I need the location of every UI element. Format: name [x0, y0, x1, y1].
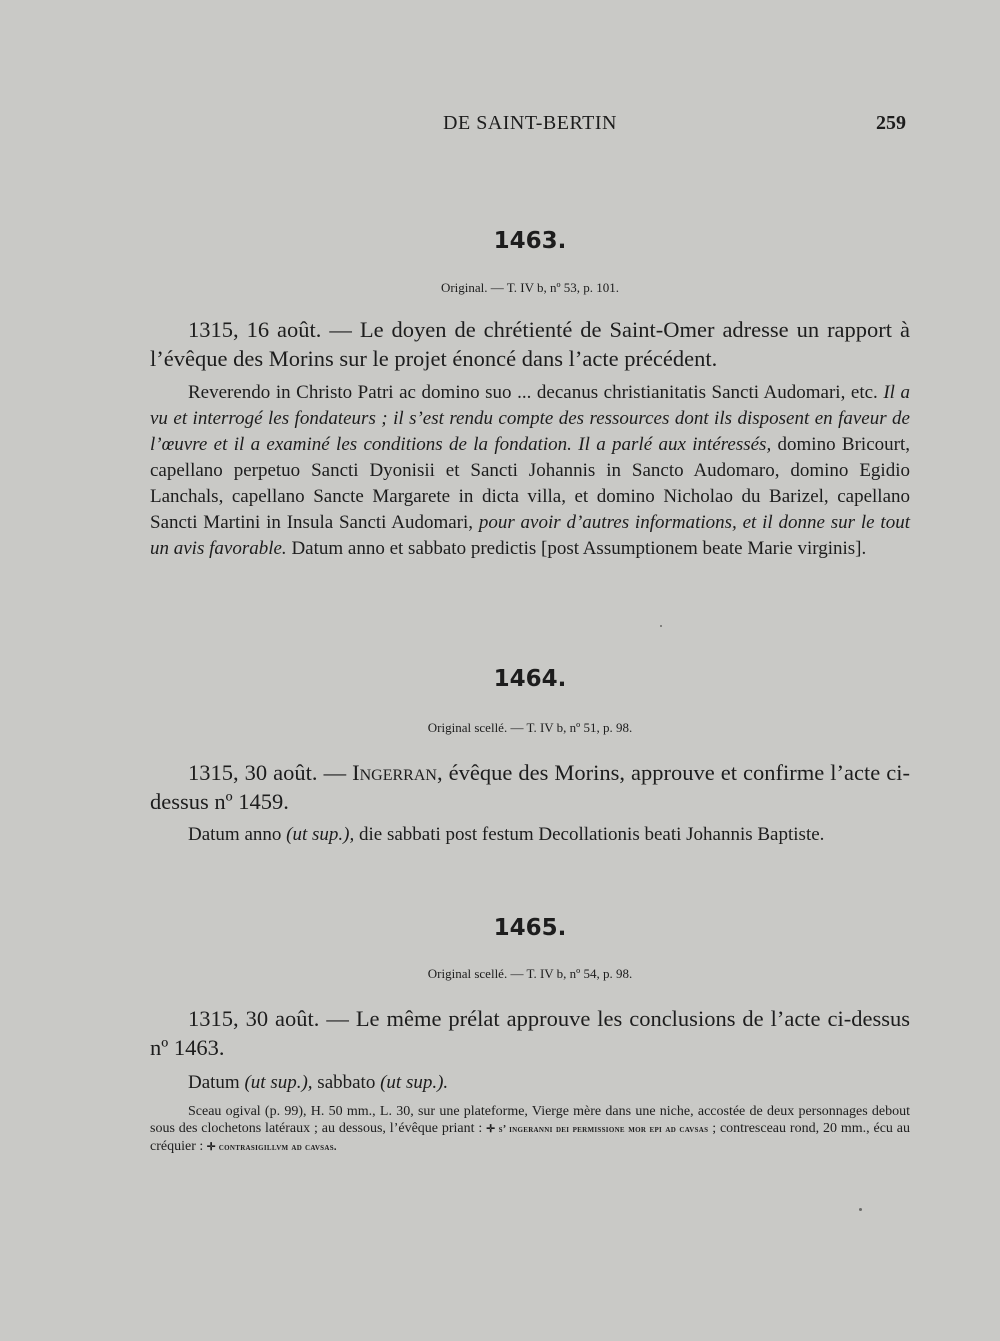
counterseal-legend: ✛ contrasigillvm ad cavsas. — [206, 1142, 337, 1153]
seal-text: ; contresceau rond, 20 mm., écu au créquier : — [150, 1121, 910, 1154]
entry-source: Original scellé. — T. IV b, nº 51, p. 98. — [427, 720, 633, 735]
text-segment: Datum anno — [188, 824, 287, 845]
entry-summary: 1315, 30 août. — Ingerran, évêque des Morins, approuve et confirme l’acte ci-dessus nº 1459. — [150, 760, 910, 814]
entry-text — [150, 1070, 910, 1096]
text-segment: sabbato — [312, 1072, 381, 1093]
text-segment-italic: (ut sup.). — [380, 1072, 449, 1093]
page-number: 259 — [876, 112, 906, 134]
entry-number: 1463. — [493, 228, 567, 254]
seal-text: Sceau ogival (p. 99), H. 50 mm., L. 30, sur une plateforme, Vierge mère dans une niche, accostée de deux personnages debout sous des clochetons latéraux ; au dessous, l’évêque priant : — [150, 1104, 910, 1136]
entry-summary — [150, 315, 910, 373]
entry-summary-text: — Le même prélat approuve les conclusions de l’acte ci-dessus nº 1463. — [150, 1006, 910, 1060]
entry-date: 1315, 30 août. — [188, 760, 318, 785]
text-segment-italic: (ut sup.), — [244, 1072, 313, 1093]
text-segment: domino Bricourt, capellano perpetuo Sancti Dyonisii et Sancti Johannis in Sancto Audomaro, domino Egidio Lanchals, capellano Sancte Margarete in dicta villa, et domino Nicholao du Barizel, capellano Sancti Martini in Insula Sancti Audomari, — [150, 434, 910, 533]
seal-legend: ✛ s’ ingeranni dei permissione mor epi ad cavsas — [486, 1124, 709, 1135]
entry-number: 1464. — [493, 666, 567, 692]
entry-text — [150, 822, 910, 848]
text-segment: Reverendo in Christo Patri ac domino suo ... decanus christianitatis Sancti Audomari, etc. — [188, 382, 884, 403]
entry-source: Original. — T. IV b, nº 53, p. 101. — [440, 280, 620, 295]
paper-speck — [660, 625, 662, 627]
entry-date: 1315, 16 août. — [188, 317, 322, 342]
paper-speck — [859, 1208, 862, 1211]
entry-person: Ingerran — [352, 760, 437, 785]
text-segment: die sabbati post festum Decollationis beati Johannis Baptiste. — [354, 824, 825, 845]
entry-text — [150, 380, 910, 562]
entry-summary-text: — Le doyen de chrétienté de Saint-Omer adresse un rapport à l’évêque des Morins sur le projet énoncé dans l’acte précédent. — [150, 317, 910, 371]
entry-number: 1465. — [493, 915, 567, 941]
text-segment-italic: Il a vu et interrogé les fondateurs ; il s’est rendu compte des ressources dont ils disposent en faveur de l’œuvre et il a examiné les conditions de la fondation. Il a parlé aux intéressés, — [150, 382, 911, 455]
entry-date: 1315, 30 août. — [188, 1006, 320, 1031]
entry-summary-text: , évêque des Morins, approuve et confirme l’acte ci-dessus nº 1459. — [150, 760, 910, 814]
running-title: DE SAINT-BERTIN — [443, 112, 617, 134]
text-segment: Datum — [188, 1072, 245, 1093]
entry-summary — [150, 1004, 910, 1062]
text-segment-italic: (ut sup.), — [286, 824, 355, 845]
entry-source: Original scellé. — T. IV b, nº 54, p. 98. — [427, 966, 633, 981]
text-segment-italic: pour avoir d’autres informations, et il donne sur le tout un avis favorable. — [150, 512, 910, 559]
text-segment: Datum anno et sabbato predictis [post Assumptionem beate Marie virginis]. — [286, 538, 867, 559]
seal-description — [150, 1103, 910, 1156]
